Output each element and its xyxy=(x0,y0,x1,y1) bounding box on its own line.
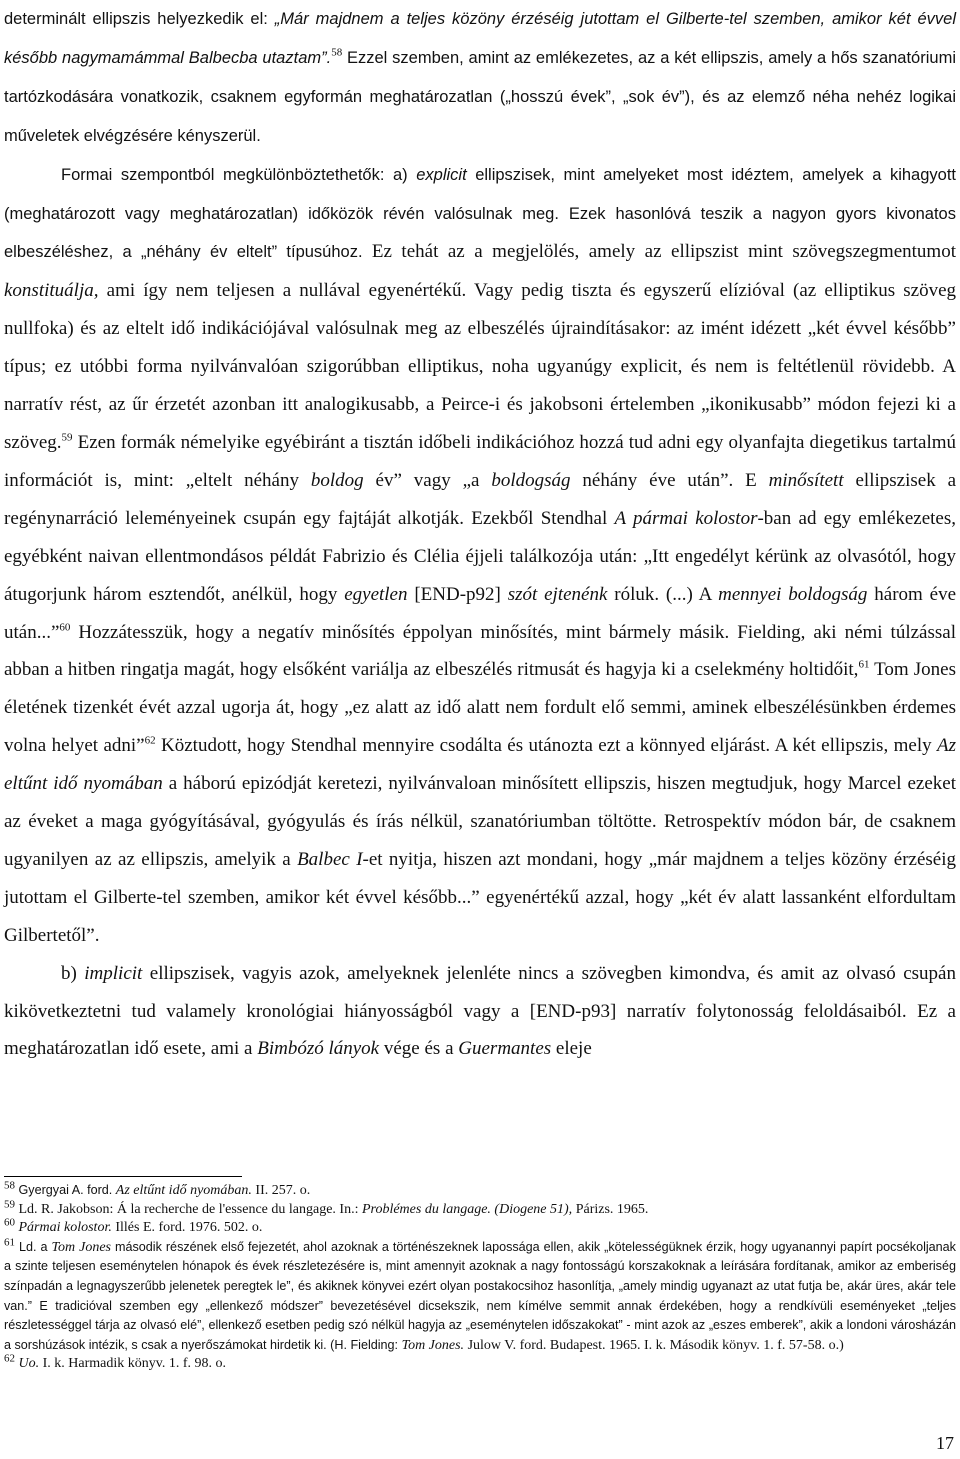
emphasis-text: Tom Jones xyxy=(51,1239,111,1255)
footnote-marker: 60 xyxy=(59,621,71,634)
text-run: determinált ellipszis helyezkedik el: xyxy=(4,10,275,28)
footnote-61 xyxy=(4,1238,956,1356)
footnote-58 xyxy=(4,1181,956,1201)
text-run: b) xyxy=(61,962,85,984)
text-run: Ld. a xyxy=(15,1239,52,1254)
text-run: I. k. Harmadik könyv. 1. f. 98. o. xyxy=(39,1356,227,1372)
text-run: Gyergyai A. ford. xyxy=(15,1183,116,1197)
footnotes xyxy=(4,1181,956,1374)
footnote-divider xyxy=(4,1176,242,1177)
emphasis-text: explicit xyxy=(416,165,467,184)
footnote-62 xyxy=(4,1352,956,1374)
footnote-marker: 58 xyxy=(331,46,343,59)
text-run: Julow V. ford. Budapest. 1965. I. k. Második könyv. 1. f. 57-58. o.) xyxy=(464,1337,844,1353)
emphasis-text: szót ejtenénk xyxy=(507,583,608,605)
text-run: róluk. (...) A xyxy=(607,583,719,605)
footnote-marker: 62 xyxy=(4,1352,15,1365)
text-run: -ban ad egy emlékezetes, egyébként naivan ellentmondásos példát Fabrizio és Clélia éjjeli találkozója után: „Itt engedélyt kérünk az olvasótól, hogy átugorjunk három esztendőt, anélkül, hogy xyxy=(4,507,956,605)
emphasis-text: Tom Jones. xyxy=(401,1337,465,1353)
text-run: Illés E. ford. 1976. 502. o. xyxy=(111,1220,263,1236)
text-run: Formai szempontból megkülönböztethetők: a) xyxy=(61,165,417,184)
text-run: ellipszisek a regénynarráció leleményeinek csupán egy fajtáját alkotják. Ezekből Stendhal xyxy=(4,469,957,529)
emphasis-text: Uo. xyxy=(18,1356,40,1372)
text-run: Ezen formák némelyike egyébiránt a tisztán időbeli indikációhoz hozzá tud adni egy olyanfajta diegetikus tartalmú információt is, mint: „eltelt néhány xyxy=(4,431,956,491)
main-text xyxy=(4,0,956,1068)
emphasis-text: Az eltűnt idő nyomában. xyxy=(115,1183,252,1198)
footnote-marker: 59 xyxy=(61,431,73,444)
emphasis-text: mennyei boldogság xyxy=(718,583,868,605)
emphasis-text: Az eltűnt idő nyomában xyxy=(4,735,957,795)
footnote-marker: 62 xyxy=(144,734,156,747)
paragraph-3 xyxy=(4,955,956,1069)
footnote-marker: 61 xyxy=(4,1236,15,1249)
footnote-marker: 59 xyxy=(4,1197,15,1210)
text-run: II. 257. o. xyxy=(251,1183,311,1198)
text-run: vége és a xyxy=(379,1038,459,1060)
emphasis-text: implicit xyxy=(84,962,143,984)
page-number: 17 xyxy=(936,1433,954,1453)
text-run: Köztudott, hogy Stendhal mennyire csodálta és utánozta ezt a könnyed eljárást. A két ellipszis, mely xyxy=(155,735,938,757)
text-run: Ez tehát az a megjelölés, amely az ellipszist mint szövegszegmentumot xyxy=(371,241,956,263)
emphasis-text: konstituálja, xyxy=(4,280,99,302)
emphasis-text: boldogság xyxy=(491,469,571,491)
text-run: második részének első fejezetét, ahol azoknak a történészeknek lapossága ellen, akik „kötelességüknek érzik, hogy ugyanannyi papírt pocsékoljanak a szinte teljesen eseménytelen hónapok és évek részletezésére is, mint amennyit azoknak a nagy fontosságú korszakoknak a leírására fordítanak, amikor az emberiség színpadán a legnagyszerűbb jelenetek peregtek le”, és akiknek könyvei ezért olyan postakocsihoz hasonlítja, „amely mindig ugyanazt az utat futja be, akár üres, akár tele van.” E tradicióval szemben egy „ellenkező módszer” bevezetésével dicsekszik, nem kímélve semmit annak érdekében, hogy a rendkívüli eseményeket „teljes részletességgel tárja az olvasó elé”, ellenkező esetben pedig szó nélkül hagyja az „eseménytelen időszakokat” - mint azok az „eszes emberek”, akik a londoni városházán a sorshúzások intézik, s csak a nyerőszámokat hirdetik ki. (H. Fielding: xyxy=(4,1239,956,1352)
text-run: ellipszisek, vagyis azok, amelyeknek jelenléte nincs a szövegben kimondva, és amit az olvasó csupán kikövetkeztetni tud valamely kronológiai hiányosságból vagy a [END-p93] narratív folytonosság feloldásaiból. Ez a meghatározatlan idő esete, ami a xyxy=(4,962,956,1060)
footnote-59 xyxy=(4,1197,956,1220)
text-run: Ezzel szemben, amint az emlékezetes, az a két ellipszis, amely a hős szanatóriumi tartózkodására vonatkozik, csaknem egyformán meghatározatlan („hosszú évek”, „sok év”), és az elemző néha nehéz logikai műveletek elvégzésére kényszerül. xyxy=(4,48,956,145)
text-run: Ld. R. Jakobson: Á la recherche de l'essence du langage. In.: xyxy=(15,1201,362,1217)
emphasis-text: „Már majdnem a teljes közöny érzéséig jutottam el Gilberte-tel szemben, amikor két évvel később nagymamámmal Balbecba utaztam”. xyxy=(4,10,956,67)
text-run: év” vagy „a xyxy=(363,469,492,491)
emphasis-text: Guermantes xyxy=(458,1038,552,1060)
emphasis-text: Balbec I xyxy=(297,848,363,870)
emphasis-text: Bimbózó lányok xyxy=(257,1038,380,1060)
text-run: Hozzátesszük, hogy a negatív minősítés éppolyan minősítés, mint bármely másik. Fielding, aki némi túlzással abban a hitben ringatja magát, hogy elsőként variálja az elbeszélés ritmusát és hagyja ki a cselekmény holtidőit, xyxy=(4,621,956,681)
text-run: a háború epizódját keretezi, nyilvánvaloan minősített ellipszis, hiszen megtudjuk, hogy Marcel ezeket az éveket a maga gyógyításával, gyógyulás és írás nélkül, szanatóriumban töltötte. Retrospektív módon bár, de csaknem ugyanilyen az az ellipszis, amelyik a xyxy=(4,773,956,870)
footnote-marker: 58 xyxy=(4,1179,15,1192)
text-run: ellipszisek, mint amelyeket most idéztem, amelyek a kihagyott (meghatározott vagy meghatározatlan) időközök révén valósulnak meg. Ezek hasonlóvá teszik a nagyon gyors kivonatos elbeszéléshez, a „néhány év eltelt” típusúhoz. xyxy=(4,165,956,262)
text-run: Tom Jones életének tizenkét évét azzal ugorja át, hogy „ez alatt az idő alatt nem fordult elő semmi, aminek elbeszélésünkben érdemes volna helyet adni” xyxy=(4,659,956,757)
paragraph-1 xyxy=(4,0,956,156)
footnote-60 xyxy=(4,1216,956,1238)
paragraph-2 xyxy=(4,156,956,955)
text-run: [END-p92] xyxy=(407,583,508,605)
text-run: ami így nem teljesen a nullával egyenértékű. Vagy pedig tiszta és egyszerű elízióval (az elliptikus szöveg nullfoka) és az eltelt idő indikációjával valósulnak meg az elbeszélés újraindításakor: az imént idézett „két évvel később” típus; ez utóbbi forma nyilvánvalóan szigorúbban elliptikus, noha ugyanúgy explicit, és nem is feltétlenül rövidebb. A narratív rést, az űr érzetét azonban itt analogikusabb, a Peirce-i és jakobsoni értelemben „ikonikusabb” módon fejezi ki a szöveg. xyxy=(4,280,956,453)
text-run: néhány éve után”. E xyxy=(570,469,769,491)
footnote-marker: 61 xyxy=(858,659,870,672)
emphasis-text: minősített xyxy=(768,469,844,491)
footnote-marker: 60 xyxy=(4,1216,15,1229)
text-run: Párizs. 1965. xyxy=(572,1201,649,1217)
text-run: eleje xyxy=(551,1038,592,1060)
text-run: három éve után...” xyxy=(4,583,957,643)
emphasis-text: A pármai kolostor xyxy=(614,507,758,529)
emphasis-text: Problémes du langage. (Diogene 51), xyxy=(361,1201,573,1217)
emphasis-text: egyetlen xyxy=(344,583,408,605)
emphasis-text: boldog xyxy=(310,469,364,491)
emphasis-text: Pármai kolostor. xyxy=(18,1220,112,1236)
text-run: -et nyitja, hiszen azt mondani, hogy „már majdnem a teljes közöny érzéséig jutottam el Gilberte-tel szemben, amikor két évvel később...” egyenértékű azzal, hogy „két év alatt lassanként elfordultam Gilbertetől”. xyxy=(4,848,956,946)
